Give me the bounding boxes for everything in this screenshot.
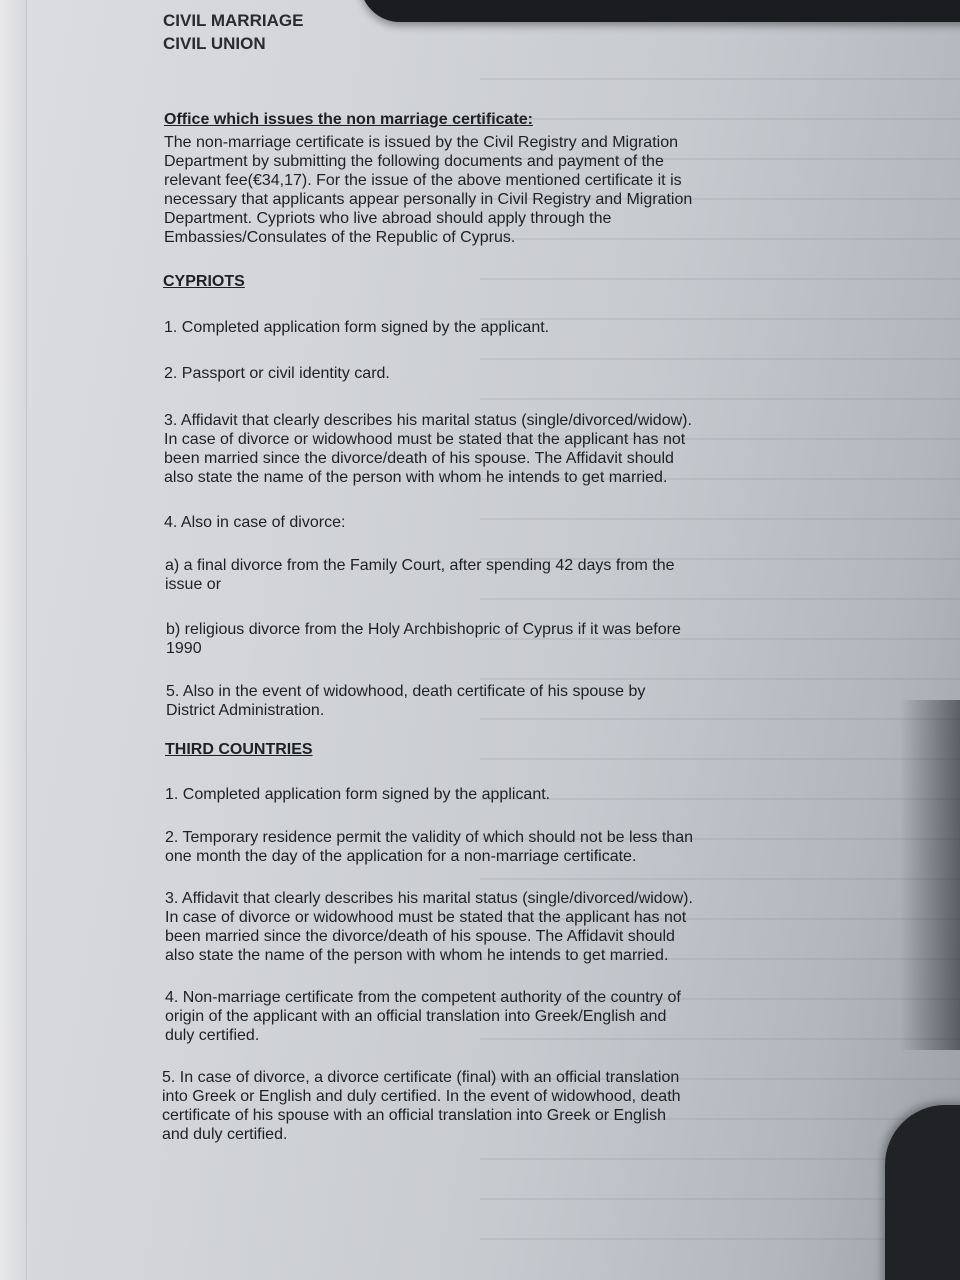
cypriots-item-1: 1. Completed application form signed by the applicant.	[164, 319, 550, 336]
office-line: The non-marriage certificate is issued by the Civil Registry and Migration	[164, 134, 678, 151]
item-line: and duly certified.	[162, 1126, 288, 1143]
item-line: duly certified.	[165, 1027, 260, 1044]
third-countries-heading: THIRD COUNTRIES	[165, 741, 313, 758]
item-line: 5. Also in the event of widowhood, death certificate of his spouse by	[166, 683, 646, 700]
cypriots-item-4a	[165, 556, 675, 594]
item-line: issue or	[165, 576, 222, 593]
cypriots-item-2: 2. Passport or civil identity card.	[164, 365, 390, 382]
item-line: 2. Temporary residence permit the validity of which should not be less than	[165, 829, 693, 846]
item-line: 1990	[166, 640, 202, 657]
edge-shadow	[900, 700, 960, 1050]
cypriots-heading: CYPRIOTS	[163, 273, 245, 290]
cypriots-item-5	[166, 682, 645, 720]
item-line: In case of divorce or widowhood must be stated that the applicant has not	[165, 909, 687, 926]
office-line: Department. Cypriots who live abroad should apply through the	[164, 210, 612, 227]
item-line: a) a final divorce from the Family Court, after spending 42 days from the	[165, 557, 675, 574]
item-line: 5. In case of divorce, a divorce certificate (final) with an official translation	[162, 1069, 680, 1086]
item-line: also state the name of the person with whom he intends to get married.	[164, 469, 668, 486]
item-line: certificate of his spouse with an official translation into Greek or English	[162, 1107, 666, 1124]
cypriots-item-3	[164, 411, 692, 487]
item-line: 4. Non-marriage certificate from the competent authority of the country of	[165, 989, 681, 1006]
page-edge	[0, 0, 27, 1280]
cypriots-item-4: 4. Also in case of divorce:	[164, 514, 346, 531]
header-civil-marriage: CIVIL MARRIAGE	[163, 11, 304, 30]
item-line: b) religious divorce from the Holy Archbishopric of Cyprus if it was before	[166, 621, 681, 638]
item-line: 3. Affidavit that clearly describes his marital status (single/divorced/widow).	[164, 412, 692, 429]
office-line: necessary that applicants appear personally in Civil Registry and Migration	[164, 191, 693, 208]
office-line: Embassies/Consulates of the Republic of Cyprus.	[164, 229, 516, 246]
dark-object-corner	[885, 1105, 960, 1280]
third-item-4	[165, 988, 681, 1045]
office-paragraph	[164, 133, 692, 247]
third-item-1: 1. Completed application form signed by the applicant.	[165, 786, 551, 803]
item-line: also state the name of the person with whom he intends to get married.	[165, 947, 669, 964]
office-line: relevant fee(€34,17). For the issue of the above mentioned certificate it is	[164, 172, 682, 189]
item-line: been married since the divorce/death of his spouse. The Affidavit should	[164, 450, 674, 467]
office-line: Department by submitting the following documents and payment of the	[164, 153, 664, 170]
item-line: District Administration.	[166, 702, 325, 719]
phone-device-top	[360, 0, 960, 22]
third-item-3	[165, 889, 693, 965]
item-line: one month the day of the application for a non-marriage certificate.	[165, 848, 637, 865]
office-heading: Office which issues the non marriage certificate:	[164, 111, 533, 128]
item-line: origin of the applicant with an official translation into Greek/English and	[165, 1008, 667, 1025]
third-item-5	[162, 1068, 681, 1144]
item-line: 3. Affidavit that clearly describes his marital status (single/divorced/widow).	[165, 890, 693, 907]
header-civil-union: CIVIL UNION	[163, 34, 266, 53]
item-line: In case of divorce or widowhood must be stated that the applicant has not	[164, 431, 686, 448]
third-item-2	[165, 828, 693, 866]
cypriots-item-4b	[166, 620, 681, 658]
item-line: been married since the divorce/death of his spouse. The Affidavit should	[165, 928, 675, 945]
item-line: into Greek or English and duly certified. In the event of widowhood, death	[162, 1088, 681, 1105]
